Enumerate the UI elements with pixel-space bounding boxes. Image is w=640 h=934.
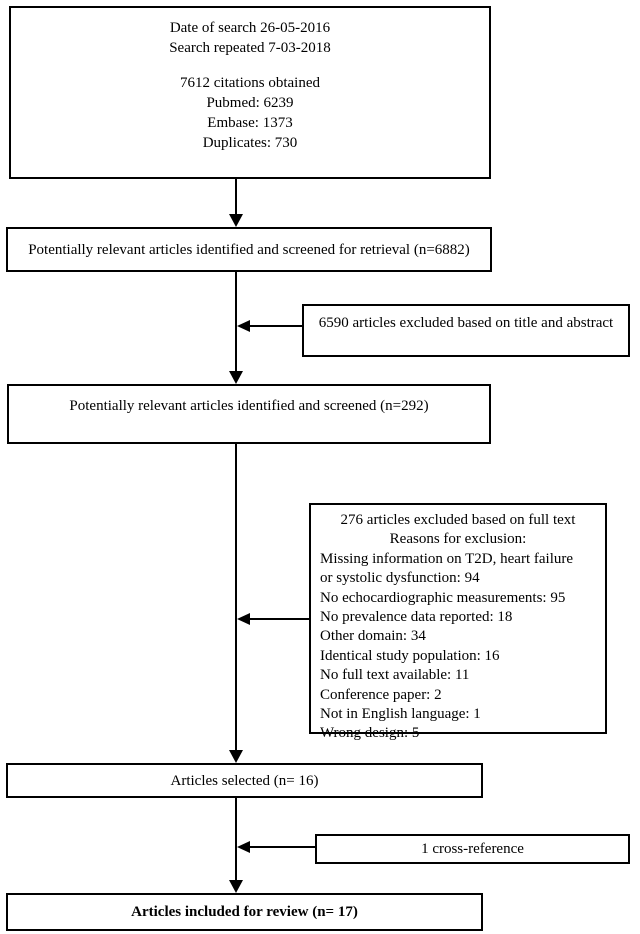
search-date-line: Date of search 26-05-2016 bbox=[169, 20, 331, 36]
arrow-line-selected-to-included bbox=[235, 798, 237, 880]
screened-retrieval-text: Potentially relevant articles identified and screened for retrieval (n=6882) bbox=[28, 241, 470, 258]
screened-retrieval-box bbox=[6, 227, 492, 272]
full-text-exclusion-title: 276 articles excluded based on full text bbox=[340, 512, 576, 528]
exclusion-reason: No prevalence data reported: 18 bbox=[320, 609, 513, 626]
excluded-title-abstract-text: 6590 articles excluded based on title and abstract bbox=[318, 315, 614, 331]
spacer bbox=[11, 58, 489, 73]
screened-box bbox=[7, 384, 491, 444]
exclusion-reason: Missing information on T2D, heart failure bbox=[320, 550, 574, 567]
arrowhead-left-icon bbox=[237, 841, 250, 853]
arrowhead-down-icon bbox=[229, 371, 243, 384]
exclusion-reason: Not in English language: 1 bbox=[320, 706, 481, 723]
articles-selected-box bbox=[6, 763, 483, 798]
arrow-line-search-to-retrieval bbox=[235, 179, 237, 214]
exclusion-reason: Other domain: 34 bbox=[320, 628, 426, 645]
exclusion-reason: Conference paper: 2 bbox=[320, 686, 442, 703]
cross-reference-text: 1 cross-reference bbox=[421, 841, 524, 857]
arrowhead-down-icon bbox=[229, 214, 243, 227]
embase-count-line: Embase: 1373 bbox=[207, 115, 293, 131]
arrowhead-down-icon bbox=[229, 880, 243, 893]
duplicates-count-line: Duplicates: 730 bbox=[202, 135, 298, 151]
arrowhead-down-icon bbox=[229, 750, 243, 763]
search-summary-box bbox=[9, 6, 491, 179]
excluded-title-abstract-box bbox=[302, 304, 630, 357]
arrowhead-left-icon bbox=[237, 613, 250, 625]
pubmed-count-line: Pubmed: 6239 bbox=[206, 95, 294, 111]
articles-included-text: Articles included for review (n= 17) bbox=[131, 904, 358, 920]
arrow-line-title-abstract-exclusion bbox=[250, 325, 303, 327]
cross-reference-box bbox=[315, 834, 630, 864]
citations-obtained-line: 7612 citations obtained bbox=[180, 75, 320, 91]
arrow-line-full-text-exclusion bbox=[250, 618, 310, 620]
excluded-full-text-box bbox=[309, 503, 607, 742]
exclusion-reason: No full text available: 11 bbox=[320, 667, 470, 684]
screened-text: Potentially relevant articles identified and screened (n=292) bbox=[69, 398, 429, 414]
exclusion-reason: No echocardiographic measurements: 95 bbox=[320, 589, 566, 606]
full-text-exclusion-subtitle: Reasons for exclusion: bbox=[389, 531, 527, 548]
search-repeated-line: Search repeated 7-03-2018 bbox=[169, 40, 331, 56]
arrow-line-cross-reference bbox=[250, 846, 316, 848]
articles-selected-text: Articles selected (n= 16) bbox=[170, 772, 319, 789]
arrow-line-screened-to-selected bbox=[235, 444, 237, 750]
exclusion-reason: Identical study population: 16 bbox=[320, 647, 500, 664]
exclusion-reason: or systolic dysfunction: 94 bbox=[320, 570, 480, 587]
exclusion-reason: Wrong design: 5 bbox=[320, 725, 420, 742]
arrowhead-left-icon bbox=[237, 320, 250, 332]
articles-included-box bbox=[6, 893, 483, 931]
